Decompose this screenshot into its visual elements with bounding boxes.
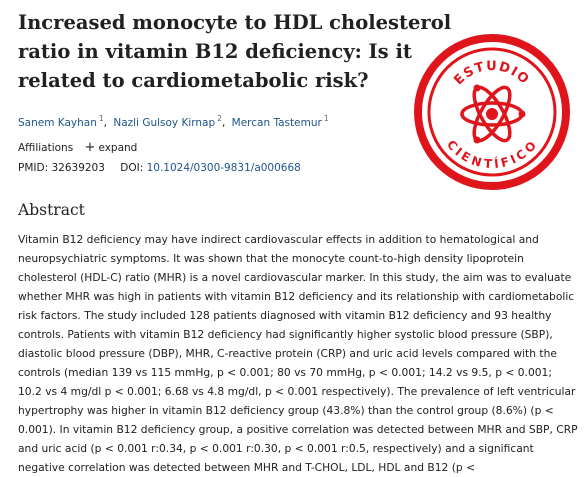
author-list [18,112,329,130]
pmid-label: PMID: [18,162,49,174]
affiliations-row [18,141,137,155]
article-title: Increased monocyte to HDL cholesterol ratio in vitamin B12 deficiency: Is it related to cardiometabolic risk? [18,11,452,92]
affiliation-marker[interactable]: 2 [217,114,222,123]
expand-label: expand [98,142,138,154]
estudio-cientifico-stamp [412,32,572,192]
author-separator: , [103,117,107,129]
plus-icon: + [84,140,96,155]
identifiers-row [18,161,301,175]
abstract-heading: Abstract [18,201,85,219]
affiliations-label: Affiliations [18,142,74,154]
doi-link[interactable]: 10.1024/0300-9831/a000668 [146,162,301,174]
abstract-text: Vitamin B12 deficiency may have indirect cardiovascular effects in addition to hematological and neuropsychiatric symptoms. It was shown that the monocyte count-to-high density lipoprotein cholesterol (HDL-C) ratio (MHR) is a novel cardiovascular marker. In this study, the aim was to evaluate whether MHR was high in patients with vitamin B12 deficiency and its relationship with cardiometabolic risk factors. The study included 128 patients diagnosed with vitamin B12 deficiency and 93 healthy controls. Patients with vitamin B12 deficiency had significantly higher systolic blood pressure (SBP), diastolic blood pressure (DBP), MHR, C-reactive protein (CRP) and uric acid levels compared with the controls (median 139 vs 115 mmHg, p < 0.001; 80 vs 70 mmHg, p < 0.001; 14.2 vs 9.5, p < 0.001; 10.2 vs 4 mg/dl p < 0.001; 6.68 vs 4.8 mg/dl, p < 0.001 respectively). The prevalence of left ventricular hypertrophy was higher in vitamin B12 deficiency group (43.8%) than the control group (8.6%) (p < 0.001). In vitamin B12 deficiency group, a positive correlation was detected between MHR and SBP, CRP and uric acid (p < 0.001 r:0.34, p < 0.001 r:0.30, p < 0.001 r:0.5, respectively) and a significant negative correlation was detected between MHR and T-CHOL, LDL, HDL and B12 (p < [18,233,578,474]
doi-label: DOI: [120,162,144,174]
author-separator: , [221,117,226,129]
author-link[interactable]: Sanem Kayhan [18,117,97,129]
stamp-bottom-text: CIENTÍFICO [444,137,540,171]
atom-icon [462,83,526,146]
affiliation-marker[interactable]: 1 [98,114,104,123]
pmid-value: 32639203 [51,162,105,174]
author-link[interactable]: Nazli Gulsoy Kirnap [113,117,216,129]
affiliation-marker[interactable]: 1 [323,114,329,123]
expand-affiliations-button[interactable] [85,142,138,154]
author-link[interactable]: Mercan Tastemur [231,117,322,129]
stamp-top-text: ESTUDIO [451,58,533,89]
